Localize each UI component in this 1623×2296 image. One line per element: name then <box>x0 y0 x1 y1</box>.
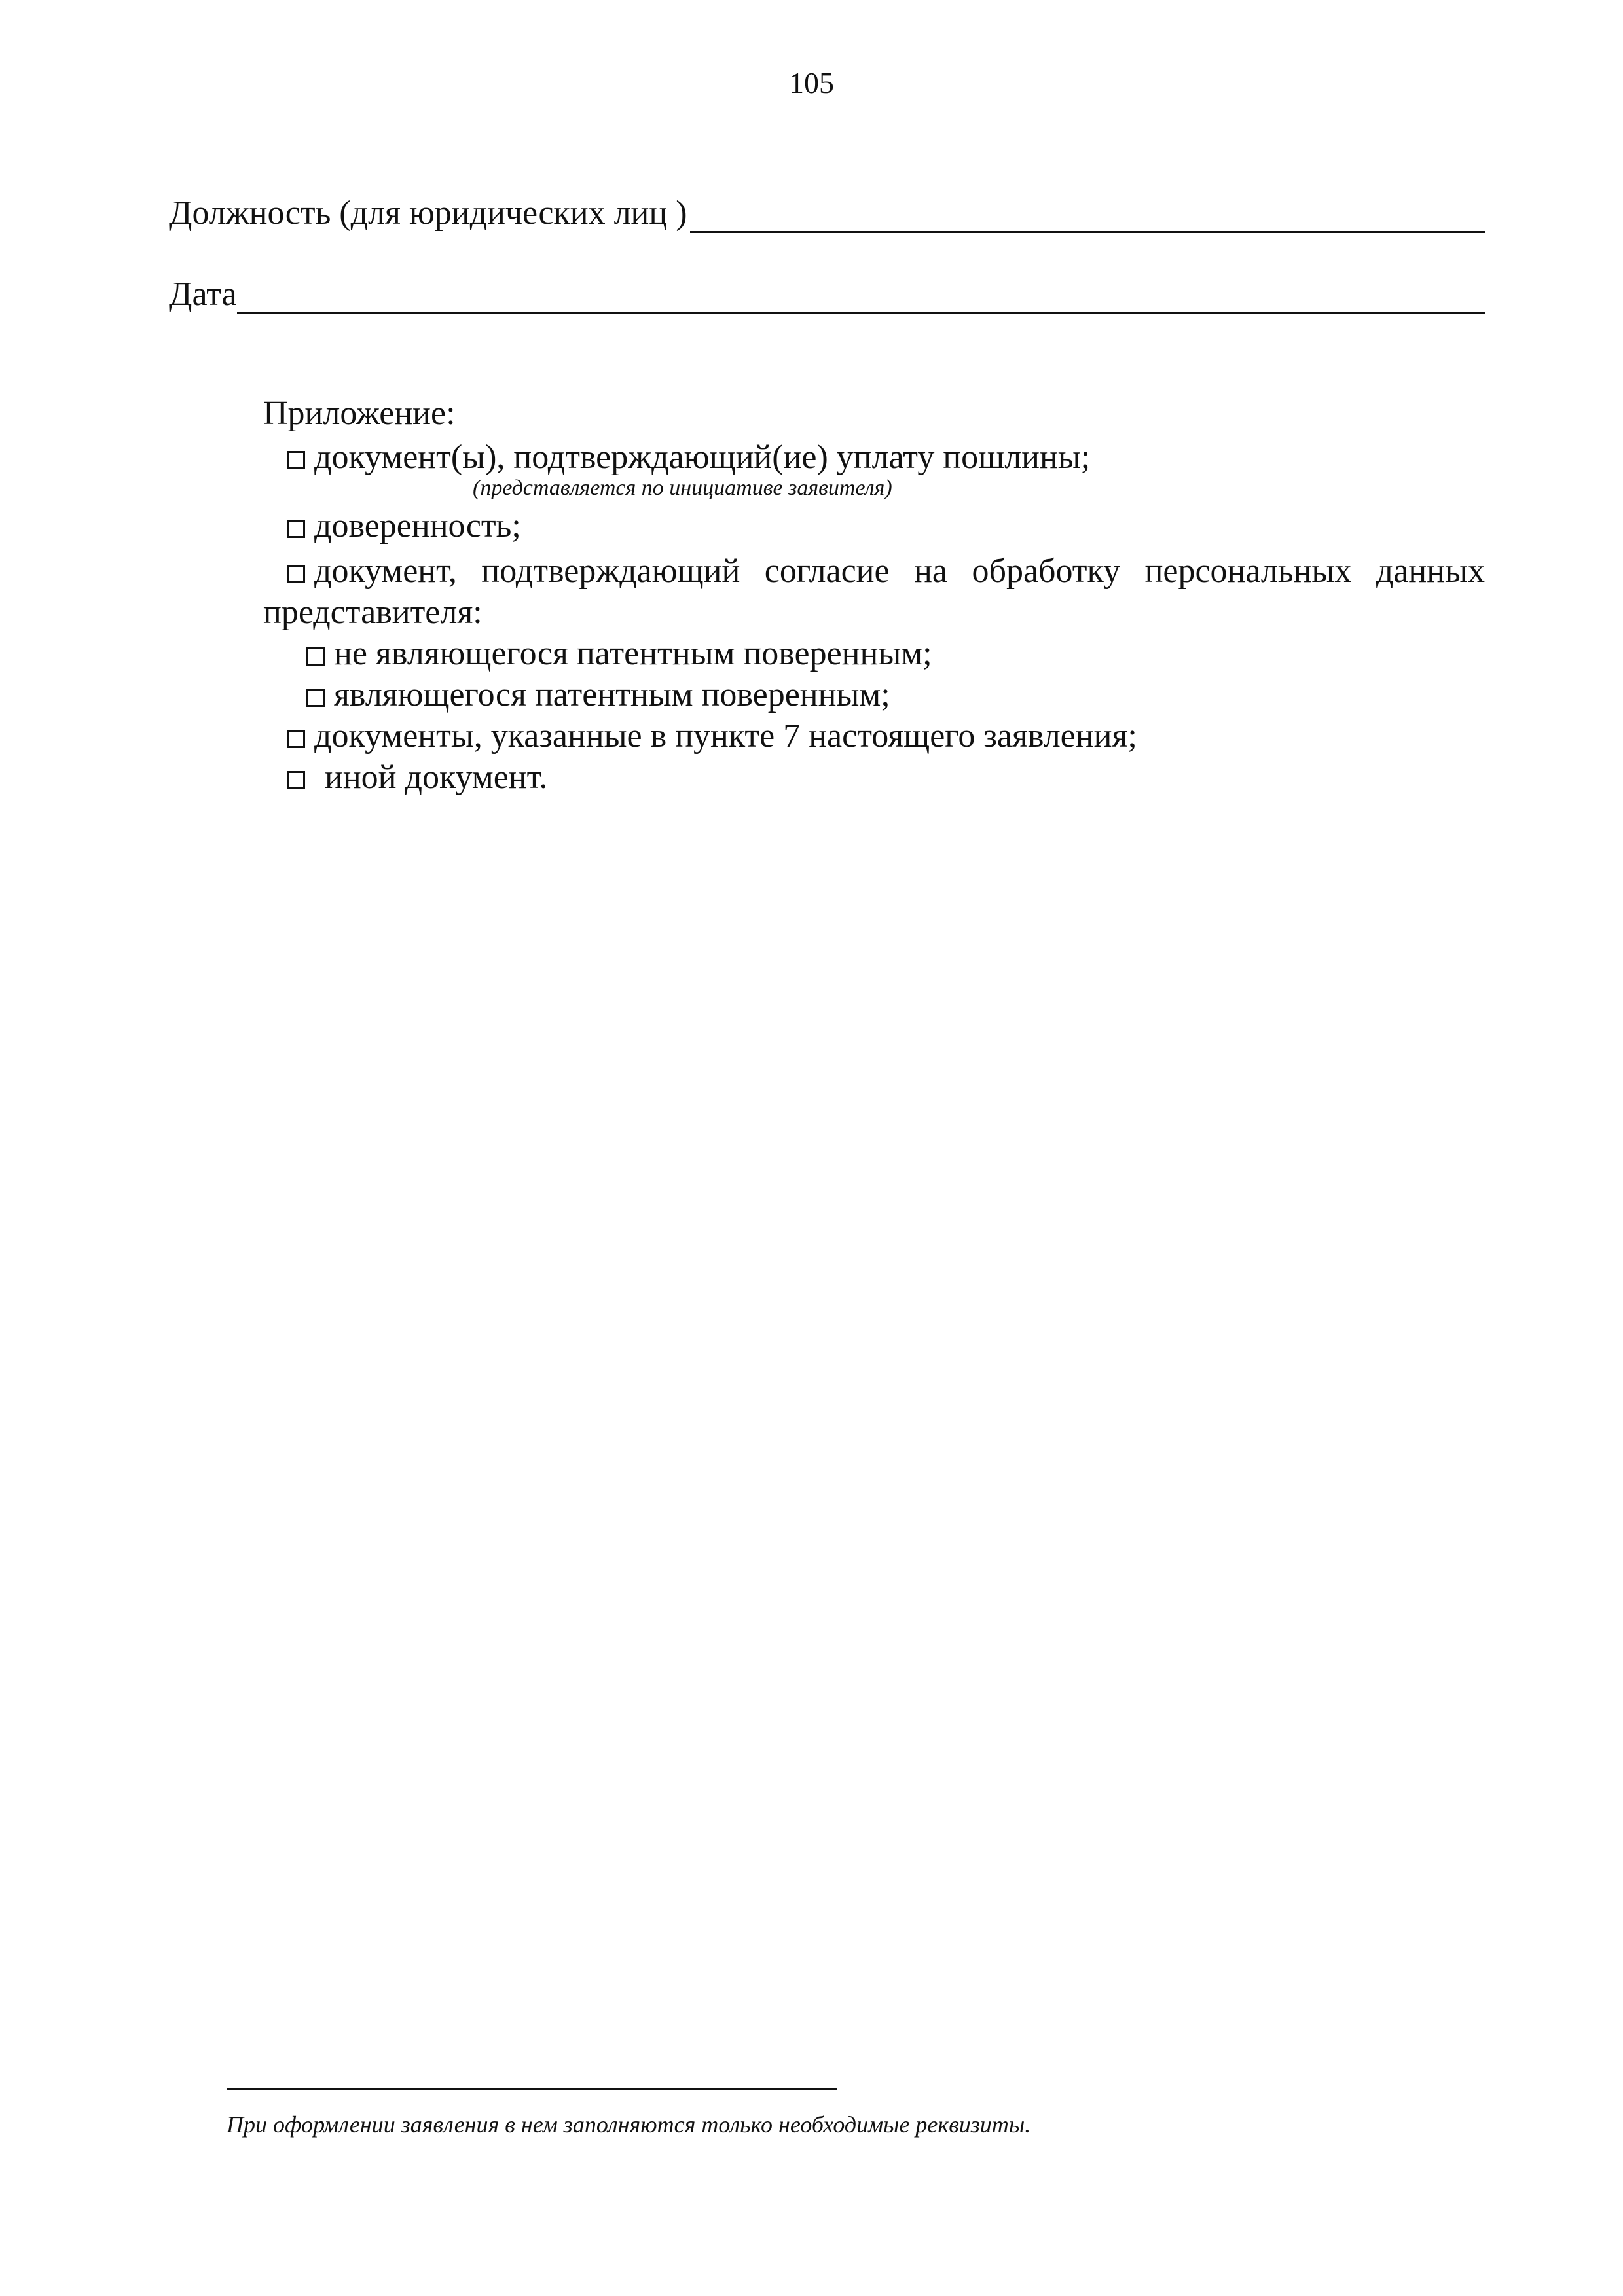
position-input-line[interactable] <box>690 197 1485 233</box>
checkbox-item7-docs[interactable] <box>287 730 305 748</box>
consent-label-line1: документ, подтверждающий согласие на обработку персональных данных <box>314 552 1485 590</box>
page-number: 105 <box>789 66 834 99</box>
checkbox-other-doc[interactable] <box>287 771 305 789</box>
consent-label-line2: представителя: <box>263 594 483 631</box>
date-label: Дата <box>169 276 237 313</box>
checkbox-fee-docs[interactable] <box>287 451 305 469</box>
appendix-item-patent-attorney <box>263 674 1485 715</box>
appendix-item-power-of-attorney <box>263 505 1485 547</box>
appendix-item-consent <box>263 550 1485 592</box>
checkbox-patent-attorney[interactable] <box>306 689 325 707</box>
checkbox-not-patent-attorney[interactable] <box>306 647 325 666</box>
footnote-text: При оформлении заявления в нем заполняются только необходимые реквизиты. <box>227 2111 1031 2138</box>
footnote-divider <box>227 2088 837 2090</box>
fee-docs-note: (представляется по инициативе заявителя) <box>473 476 892 500</box>
checkbox-power-of-attorney[interactable] <box>287 520 305 538</box>
appendix-title: Приложение: <box>263 395 456 432</box>
other-doc-label: иной документ. <box>325 759 548 796</box>
appendix-item-other-doc <box>263 757 1485 798</box>
power-of-attorney-label: доверенность; <box>314 507 521 545</box>
position-field <box>169 194 1485 233</box>
date-field <box>169 275 1485 314</box>
appendix-section <box>263 393 1485 798</box>
not-patent-attorney-label: не являющегося патентным поверенным; <box>334 635 932 672</box>
fee-docs-label: документ(ы), подтверждающий(ие) уплату пошлины; <box>314 439 1091 476</box>
appendix-item-not-patent-attorney <box>263 633 1485 674</box>
checkbox-consent[interactable] <box>287 565 305 583</box>
appendix-item-item7-docs <box>263 715 1485 757</box>
item7-docs-label: документы, указанные в пункте 7 настоящего заявления; <box>314 717 1137 755</box>
position-label: Должность (для юридических лиц ) <box>169 194 687 232</box>
patent-attorney-label: являющегося патентным поверенным; <box>334 676 890 713</box>
appendix-item-fee-docs <box>263 437 1485 478</box>
date-input-line[interactable] <box>237 278 1485 314</box>
